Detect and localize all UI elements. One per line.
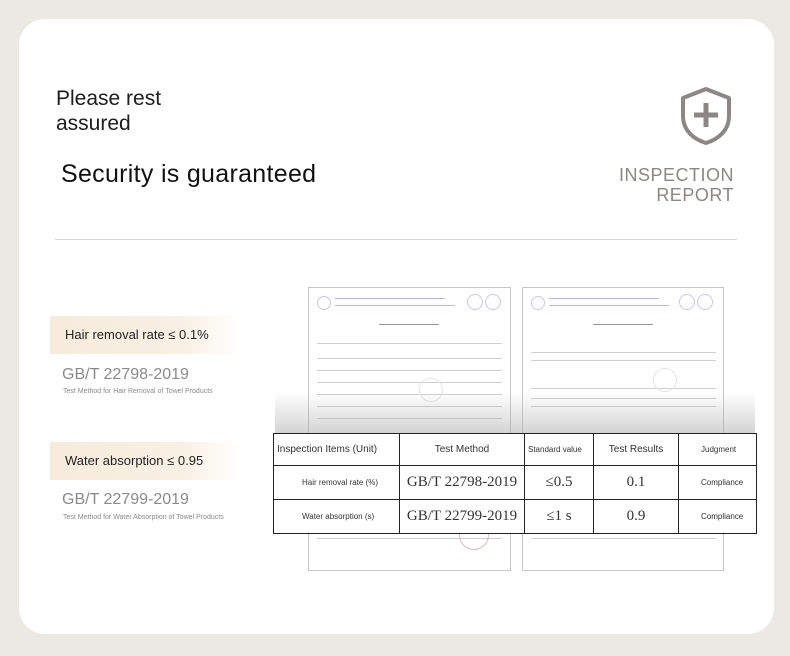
standard-code-hair-removal: GB/T 22798-2019 — [62, 366, 189, 383]
results-table — [273, 433, 757, 534]
table-header-row — [274, 434, 757, 466]
cell-method: GB/T 22799-2019 — [400, 500, 525, 534]
cell-judgment: Compliance — [679, 466, 757, 500]
cell-standard: ≤1 s — [525, 500, 594, 534]
cell-item: Water absorption (s) — [274, 500, 400, 534]
header-judgment: Judgment — [679, 434, 757, 466]
table-row — [274, 466, 757, 500]
header-test-results: Test Results — [594, 434, 679, 466]
table-row — [274, 500, 757, 534]
inspection-report-badge — [619, 165, 734, 205]
badge-line-1: INSPECTION — [618, 165, 734, 185]
cell-result: 0.1 — [594, 466, 679, 500]
standard-code-water-absorption: GB/T 22799-2019 — [62, 491, 189, 508]
shield-plus-icon — [679, 86, 733, 146]
cell-method: GB/T 22798-2019 — [400, 466, 525, 500]
tagline: Please rest assured — [56, 87, 162, 135]
headline: Security is guaranteed — [61, 160, 317, 188]
table-shadow — [275, 392, 755, 436]
header-standard-value: Standard value — [525, 434, 594, 466]
divider — [55, 239, 737, 240]
cell-judgment: Compliance — [679, 500, 757, 534]
standard-description-water-absorption: Test Method for Water Absorption of Towel Products — [63, 514, 224, 521]
standard-description-hair-removal: Test Method for Hair Removal of Towel Products — [63, 388, 213, 395]
header-test-method: Test Method — [400, 434, 525, 466]
badge-line-2: REPORT — [656, 185, 734, 205]
metric-band-water-absorption: Water absorption ≤ 0.95 — [50, 442, 240, 480]
metric-band-hair-removal: Hair removal rate ≤ 0.1% — [50, 316, 240, 354]
cell-item: Hair removal rate (%) — [274, 466, 400, 500]
cell-result: 0.9 — [594, 500, 679, 534]
header-inspection-items: Inspection Items (Unit) — [274, 434, 400, 466]
cell-standard: ≤0.5 — [525, 466, 594, 500]
